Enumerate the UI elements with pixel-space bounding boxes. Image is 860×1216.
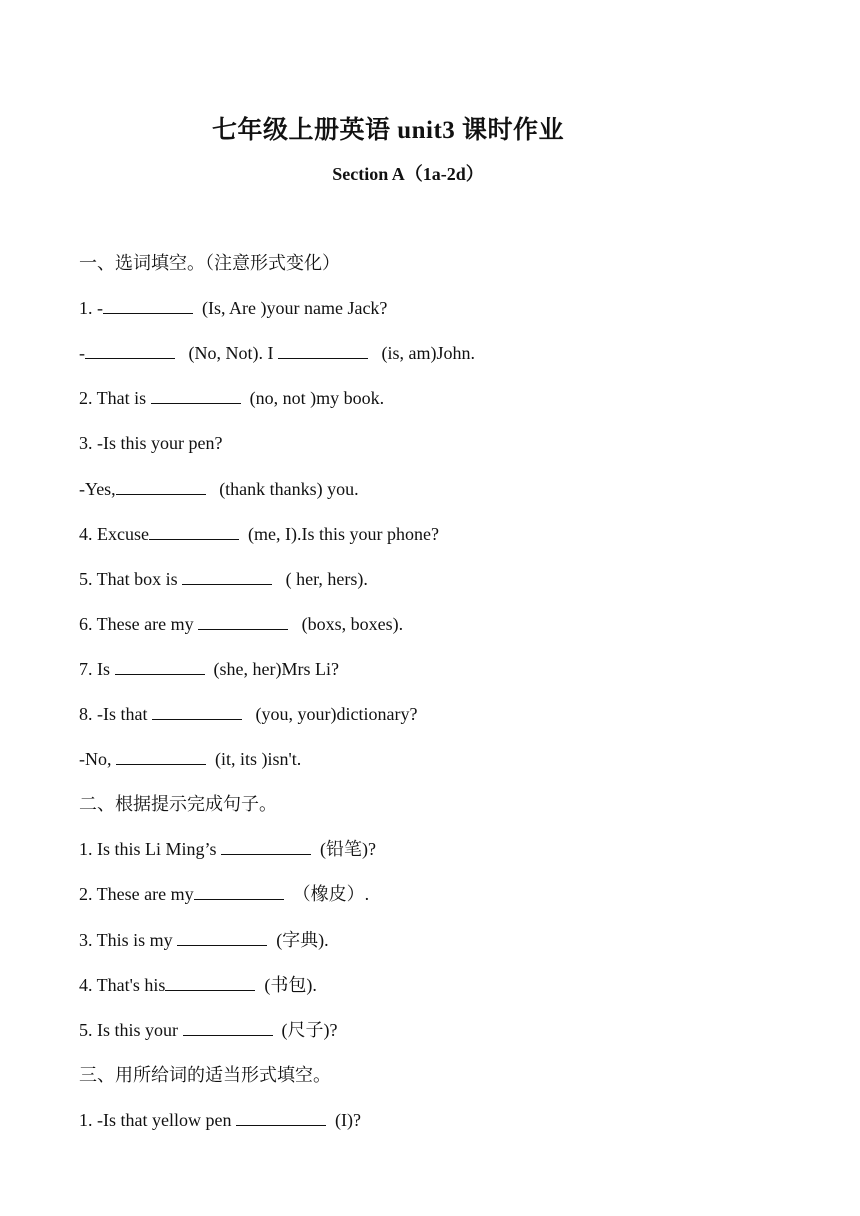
exercise-line: [79, 251, 340, 275]
line-text: 7. Is: [79, 659, 115, 679]
line-text: 6. These are my: [79, 614, 199, 634]
line-text: 5. Is this your: [79, 1020, 183, 1040]
exercise-line: [79, 702, 417, 726]
answer-blank[interactable]: [116, 747, 206, 765]
line-text: 3. This is my: [79, 930, 178, 950]
answer-blank[interactable]: [177, 928, 267, 946]
line-text: -: [79, 343, 85, 363]
section-subtitle: Section A（1a-2d）: [332, 164, 484, 184]
page-title: 七年级上册英语 unit3 课时作业: [211, 117, 565, 144]
line-text: (she, her)Mrs Li?: [204, 659, 339, 679]
answer-blank[interactable]: [85, 341, 175, 359]
exercise-line: [79, 882, 369, 906]
exercise-line: [79, 612, 403, 636]
line-text: -Yes,: [79, 479, 116, 499]
exercise-line: [79, 657, 339, 681]
answer-blank[interactable]: [151, 386, 241, 404]
exercise-line: [79, 522, 439, 546]
exercise-line: [79, 1018, 337, 1042]
answer-blank[interactable]: [115, 657, 205, 675]
answer-blank[interactable]: [152, 702, 242, 720]
answer-blank[interactable]: [236, 1108, 326, 1126]
exercise-line: [79, 792, 277, 816]
line-text: (铅笔)?: [311, 839, 376, 859]
answer-blank[interactable]: [165, 973, 255, 991]
line-text: 1. -Is that yellow pen: [79, 1110, 236, 1130]
line-text: -No,: [79, 749, 116, 769]
answer-blank[interactable]: [183, 1018, 273, 1036]
line-text: 8. -Is that: [79, 704, 152, 724]
line-text: 4. Excuse: [79, 524, 149, 544]
exercise-line: [79, 296, 387, 320]
exercise-line: [79, 477, 359, 501]
answer-blank[interactable]: [194, 882, 284, 900]
line-text: 4. That's his: [79, 975, 166, 995]
line-text: 1. Is this Li Ming’s: [79, 839, 222, 859]
line-text: 二、根据提示完成句子。: [79, 794, 277, 814]
exercise-line: [79, 386, 384, 410]
line-text: (is, am)John.: [367, 343, 475, 363]
exercise-line: [79, 341, 475, 365]
line-text: (字典).: [267, 930, 329, 950]
line-text: 1. -: [79, 298, 103, 318]
line-text: (boxs, boxes).: [288, 614, 404, 634]
line-text: (书包).: [255, 975, 317, 995]
line-text: (thank thanks) you.: [205, 479, 359, 499]
line-text: 2. That is: [79, 388, 151, 408]
line-text: (it, its )isn't.: [206, 749, 302, 769]
line-text: 一、选词填空。（注意形式变化）: [79, 253, 340, 273]
line-text: (Is, Are )your name Jack?: [193, 298, 388, 318]
exercise-line: [79, 431, 222, 455]
answer-blank[interactable]: [103, 296, 193, 314]
exercise-line: [79, 567, 368, 591]
answer-blank[interactable]: [182, 567, 272, 585]
line-text: (No, Not). I: [175, 343, 278, 363]
line-text: (me, I).Is this your phone?: [238, 524, 439, 544]
answer-blank[interactable]: [278, 341, 368, 359]
exercise-line: [79, 1108, 361, 1132]
line-text: （橡皮）.: [283, 884, 370, 904]
answer-blank[interactable]: [221, 837, 311, 855]
answer-blank[interactable]: [149, 522, 239, 540]
line-text: 5. That box is: [79, 569, 183, 589]
exercise-line: [79, 973, 317, 997]
line-text: (尺子)?: [272, 1020, 338, 1040]
exercise-line: [79, 747, 301, 771]
line-text: (I)?: [325, 1110, 361, 1130]
exercise-line: [79, 928, 329, 952]
line-text: (no, not )my book.: [240, 388, 385, 408]
line-text: 3. -Is this your pen?: [79, 433, 223, 453]
line-text: 三、用所给词的适当形式填空。: [79, 1065, 331, 1085]
answer-blank[interactable]: [198, 612, 288, 630]
answer-blank[interactable]: [116, 477, 206, 495]
line-text: (you, your)dictionary?: [241, 704, 418, 724]
line-text: ( her, hers).: [272, 569, 368, 589]
line-text: 2. These are my: [79, 884, 194, 904]
exercise-line: [79, 1063, 331, 1087]
exercise-line: [79, 837, 376, 861]
